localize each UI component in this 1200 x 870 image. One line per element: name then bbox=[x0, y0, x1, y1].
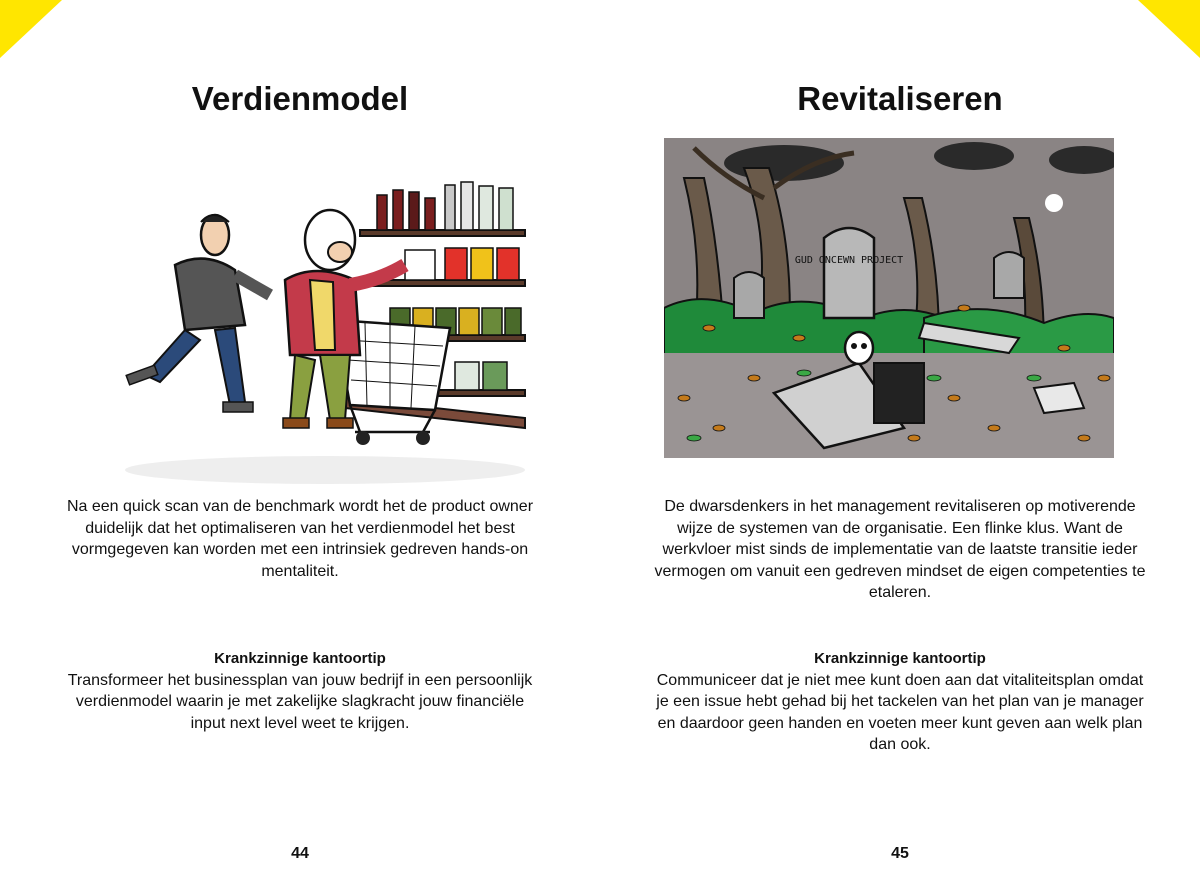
graveyard-illustration bbox=[664, 138, 1114, 458]
tip-title: Krankzinnige kantoortip bbox=[214, 650, 386, 667]
page-title-verdienmodel: Verdienmodel bbox=[191, 80, 409, 117]
page-number: 44 bbox=[291, 845, 309, 862]
tip-text: Communiceer dat je niet mee kunt doen aan dat vitaliteitsplan omdat je een issue hebt gehad bij het tackelen van het plan van je manager en daardoor geen handen en voeten meer kunt geven aan welk plan dan ook. bbox=[656, 671, 1144, 753]
tip-text: Transformeer het businessplan van jouw bedrijf in een persoonlijk verdienmodel waarin je met zakelijke slagkracht jouw financiële input next level weet te krijgen. bbox=[67, 671, 533, 732]
office-tip bbox=[650, 648, 1150, 756]
tip-title: Krankzinnige kantoortip bbox=[814, 650, 986, 667]
page-body-text: Na een quick scan van de benchmark wordt het de product owner duidelijk dat het optimaliseren van het verdienmodel het best vormgegeven kan worden met een intrinsiek gedreven hands-on mentaliteit. bbox=[66, 498, 534, 580]
tombstone-label: GUD ONCEWN PROJECT bbox=[794, 255, 904, 266]
page-body-text: De dwarsdenkers in het management revitaliseren op motiverende wijze de systemen van de organisatie. Een flinke klus. Want de werkvloer mist sinds de implementatie van de laatste transitie ieder vermogen om vanuit een gedreven mindset de eigen competenties te etaleren. bbox=[654, 498, 1146, 601]
page-number: 45 bbox=[891, 845, 909, 862]
right-page bbox=[600, 0, 1200, 870]
office-tip bbox=[60, 648, 540, 734]
page-title-revitaliseren: Revitaliseren bbox=[797, 80, 1003, 117]
pickpocket-figure-icon bbox=[126, 215, 270, 412]
moon-icon bbox=[1045, 194, 1063, 212]
shopping-cart-illustration bbox=[105, 170, 535, 490]
